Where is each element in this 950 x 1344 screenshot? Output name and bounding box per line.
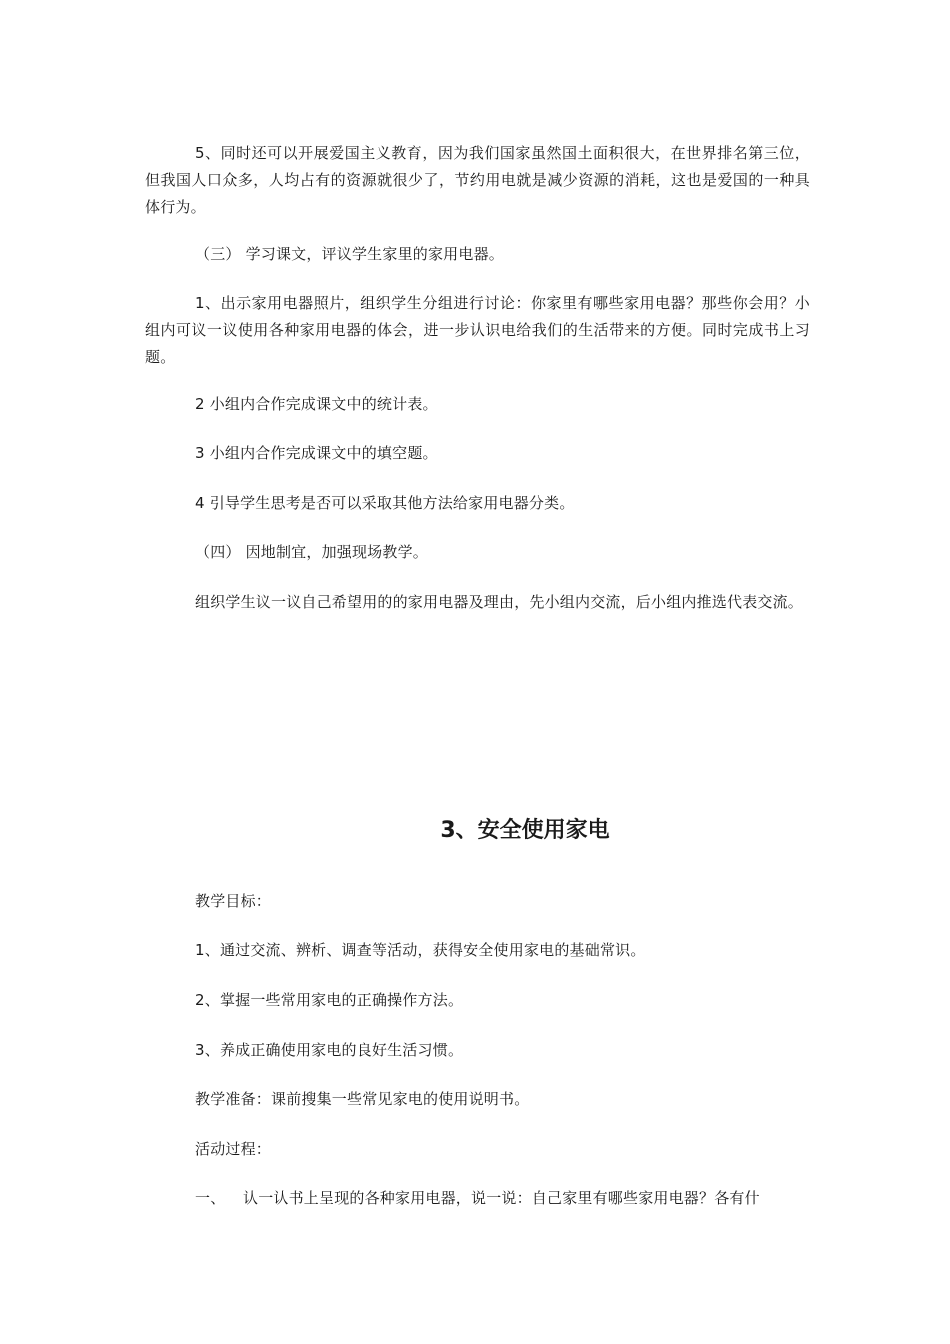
paragraph-classification-task: 4 引导学生思考是否可以采取其他方法给家用电器分类。 (195, 494, 575, 512)
teaching-preparation: 教学准备：课前搜集一些常见家电的使用说明书。 (195, 1090, 530, 1108)
paragraph-fill-blank-task: 3 小组内合作完成课文中的填空题。 (195, 444, 438, 462)
paragraph-discussion: 1、出示家用电器照片，组织学生分组进行讨论：你家里有哪些家用电器？那些你会用？小组内可议一议使用各种家用电器的体会，进一步认识电给我们的生活带来的方便。同时完成书上习题。 (145, 294, 810, 366)
activity-step-1-marker: 一、 (195, 1189, 226, 1207)
teaching-goal-1: 1、通过交流、辨析、调查等活动，获得安全使用家电的基础常识。 (195, 941, 646, 959)
activity-step-1 (195, 1185, 760, 1212)
section-heading-3: （三） 学习课文，评议学生家里的家用电器。 (195, 245, 504, 263)
lesson-title-number: 3 (440, 818, 456, 843)
lesson-title (0, 813, 950, 849)
paragraph-patriotism: 5、同时还可以开展爱国主义教育，因为我们国家虽然国土面积很大，在世界排名第三位，但我国人口众多，人均占有的资源就很少了，节约用电就是减少资源的消耗，这也是爱国的一种具体行为。 (145, 144, 810, 216)
lesson-title-text: 、安全使用家电 (455, 818, 610, 843)
paragraph-table-task: 2 小组内合作完成课文中的统计表。 (195, 395, 438, 413)
activity-process-label: 活动过程： (195, 1140, 272, 1158)
activity-step-1-text: 认一认书上呈现的各种家用电器，说一说：自己家里有哪些家用电器？各有什 (243, 1189, 760, 1207)
teaching-goals-label: 教学目标： (195, 892, 272, 910)
section-heading-4: （四） 因地制宜，加强现场教学。 (195, 543, 428, 561)
teaching-goal-2: 2、掌握一些常用家电的正确操作方法。 (195, 991, 464, 1009)
paragraph-group-exchange: 组织学生议一议自己希望用的的家用电器及理由，先小组内交流，后小组内推选代表交流。 (195, 593, 804, 611)
teaching-goal-3: 3、养成正确使用家电的良好生活习惯。 (195, 1041, 464, 1059)
